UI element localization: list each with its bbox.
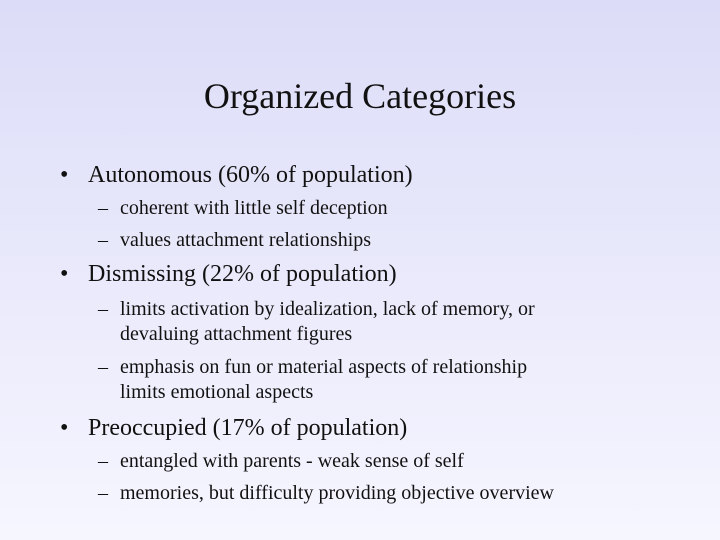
slide-title: Organized Categories <box>203 76 517 116</box>
sub-bullet-continuation: devaluing attachment figures <box>120 323 353 345</box>
sub-marker: – <box>98 356 108 378</box>
sub-bullet-text: emphasis on fun or material aspects of relationship <box>120 356 528 378</box>
sub-bullet-text: entangled with parents - weak sense of self <box>120 450 464 472</box>
sub-bullet <box>98 228 371 253</box>
sub-bullet-text: memories, but difficulty providing objective overview <box>120 482 554 504</box>
bullet-autonomous <box>60 160 413 190</box>
sub-marker: – <box>98 197 108 219</box>
sub-bullet <box>98 449 464 474</box>
sub-marker: – <box>98 229 108 251</box>
bullet-marker: • <box>60 415 69 441</box>
sub-bullet-text: limits activation by idealization, lack of memory, or <box>120 298 535 320</box>
bullet-marker: • <box>60 261 69 287</box>
bullet-marker: • <box>60 162 69 188</box>
bullet-label: Autonomous (60% of population) <box>88 162 413 188</box>
sub-marker: – <box>98 298 108 320</box>
bullet-preoccupied <box>60 413 407 443</box>
bullet-label: Preoccupied (17% of population) <box>88 415 408 441</box>
sub-bullet-text: coherent with little self deception <box>120 197 388 219</box>
sub-bullet <box>98 355 527 405</box>
bullet-label: Dismissing (22% of population) <box>88 261 397 287</box>
sub-marker: – <box>98 450 108 472</box>
bullet-dismissing <box>60 259 397 289</box>
sub-bullet-text: values attachment relationships <box>120 229 372 251</box>
sub-bullet <box>98 481 554 506</box>
sub-marker: – <box>98 482 108 504</box>
sub-bullet <box>98 297 535 347</box>
sub-bullet-continuation: limits emotional aspects <box>120 381 314 403</box>
sub-bullet <box>98 196 388 221</box>
